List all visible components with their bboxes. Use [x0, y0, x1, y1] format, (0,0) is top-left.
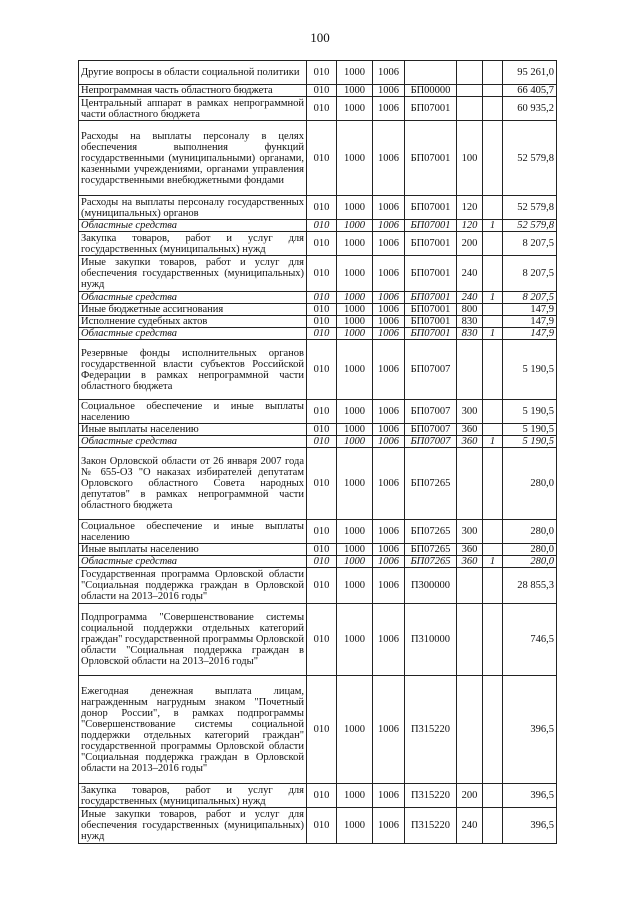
expense-type-code	[457, 568, 483, 604]
ministry-code: 010	[307, 304, 337, 316]
section-code: 1000	[337, 196, 373, 220]
section-code: 1000	[337, 256, 373, 292]
row-name: Расходы на выплаты персоналу в целях обеспечения выполнения функций государственными (муниципальными) органами, казенными учреждениями, органами управления государственными внебюджетными фондами	[79, 121, 307, 196]
table-row	[79, 808, 557, 844]
table-row	[79, 61, 557, 85]
expense-type-code: 120	[457, 220, 483, 232]
row-name: Непрограммная часть областного бюджета	[79, 85, 307, 97]
target-article-code: БП07001	[405, 220, 457, 232]
row-name: Областные средства	[79, 220, 307, 232]
target-article-code: БП07265	[405, 556, 457, 568]
source-code	[483, 61, 503, 85]
row-name: Закупка товаров, работ и услуг для государственных (муниципальных) нужд	[79, 232, 307, 256]
expense-type-code: 240	[457, 256, 483, 292]
target-article-code: БП07007	[405, 436, 457, 448]
ministry-code: 010	[307, 328, 337, 340]
expense-type-code: 800	[457, 304, 483, 316]
amount: 95 261,0	[503, 61, 557, 85]
amount: 5 190,5	[503, 436, 557, 448]
expense-type-code: 360	[457, 544, 483, 556]
section-code: 1000	[337, 556, 373, 568]
expense-type-code	[457, 676, 483, 784]
target-article-code: БП07001	[405, 196, 457, 220]
row-name: Другие вопросы в области социальной политики	[79, 61, 307, 85]
source-code	[483, 544, 503, 556]
expense-type-code	[457, 97, 483, 121]
table-row	[79, 520, 557, 544]
ministry-code: 010	[307, 808, 337, 844]
subsection-code: 1006	[373, 400, 405, 424]
amount: 8 207,5	[503, 256, 557, 292]
source-code	[483, 568, 503, 604]
ministry-code: 010	[307, 292, 337, 304]
amount: 52 579,8	[503, 121, 557, 196]
source-code	[483, 340, 503, 400]
amount: 8 207,5	[503, 232, 557, 256]
subsection-code: 1006	[373, 808, 405, 844]
source-code	[483, 784, 503, 808]
amount: 5 190,5	[503, 400, 557, 424]
row-name: Иные закупки товаров, работ и услуг для обеспечения государственных (муниципальных) нужд	[79, 256, 307, 292]
table-row	[79, 256, 557, 292]
target-article-code: БП07007	[405, 340, 457, 400]
row-name: Иные выплаты населению	[79, 424, 307, 436]
section-code: 1000	[337, 61, 373, 85]
expense-type-code	[457, 340, 483, 400]
expense-type-code	[457, 448, 483, 520]
expense-type-code: 100	[457, 121, 483, 196]
table-row	[79, 340, 557, 400]
row-name: Закон Орловской области от 26 января 2007 года № 655-ОЗ "О наказах избирателей депутатам Орловского областного Совета народных депутатов" в рамках непрограммной части областного бюджета	[79, 448, 307, 520]
source-code	[483, 676, 503, 784]
table-row	[79, 436, 557, 448]
ministry-code: 010	[307, 436, 337, 448]
row-name: Ежегодная денежная выплата лицам, награжденным нагрудным знаком "Почетный донор России", в рамках подпрограммы "Совершенствование системы социальной поддержки отдельных категорий граждан" государственной программы Орловской области "Социальная поддержка граждан в Орловской области на 2013–2016 годы"	[79, 676, 307, 784]
table-row	[79, 232, 557, 256]
row-name: Подпрограмма "Совершенствование системы социальной поддержки отдельных категорий граждан" государственной программы Орловской области "Социальная поддержка граждан в Орловской области на 2013–2016 годы"	[79, 604, 307, 676]
expense-type-code	[457, 61, 483, 85]
source-code	[483, 604, 503, 676]
table-row	[79, 292, 557, 304]
subsection-code: 1006	[373, 232, 405, 256]
table-body	[79, 61, 557, 844]
row-name: Социальное обеспечение и иные выплаты населению	[79, 400, 307, 424]
target-article-code: БП07001	[405, 232, 457, 256]
amount: 28 855,3	[503, 568, 557, 604]
ministry-code: 010	[307, 676, 337, 784]
section-code: 1000	[337, 448, 373, 520]
section-code: 1000	[337, 121, 373, 196]
subsection-code: 1006	[373, 256, 405, 292]
subsection-code: 1006	[373, 97, 405, 121]
expense-type-code: 120	[457, 196, 483, 220]
amount: 147,9	[503, 304, 557, 316]
row-name: Иные бюджетные ассигнования	[79, 304, 307, 316]
source-code: 1	[483, 436, 503, 448]
source-code: 1	[483, 556, 503, 568]
subsection-code: 1006	[373, 676, 405, 784]
source-code	[483, 304, 503, 316]
subsection-code: 1006	[373, 604, 405, 676]
subsection-code: 1006	[373, 121, 405, 196]
section-code: 1000	[337, 220, 373, 232]
row-name: Закупка товаров, работ и услуг для государственных (муниципальных) нужд	[79, 784, 307, 808]
row-name: Резервные фонды исполнительных органов государственной власти субъектов Российской Федерации в рамках непрограммной части областного бюджета	[79, 340, 307, 400]
table-row	[79, 316, 557, 328]
section-code: 1000	[337, 424, 373, 436]
ministry-code: 010	[307, 424, 337, 436]
target-article-code: БП07001	[405, 316, 457, 328]
section-code: 1000	[337, 97, 373, 121]
table-row	[79, 220, 557, 232]
section-code: 1000	[337, 604, 373, 676]
section-code: 1000	[337, 316, 373, 328]
page-number: 100	[310, 30, 330, 45]
expense-type-code: 360	[457, 556, 483, 568]
table-row	[79, 556, 557, 568]
amount: 280,0	[503, 556, 557, 568]
section-code: 1000	[337, 85, 373, 97]
budget-table	[78, 60, 557, 844]
section-code: 1000	[337, 292, 373, 304]
source-code	[483, 97, 503, 121]
subsection-code: 1006	[373, 556, 405, 568]
section-code: 1000	[337, 676, 373, 784]
subsection-code: 1006	[373, 304, 405, 316]
subsection-code: 1006	[373, 196, 405, 220]
ministry-code: 010	[307, 85, 337, 97]
ministry-code: 010	[307, 520, 337, 544]
amount: 147,9	[503, 328, 557, 340]
table-row	[79, 676, 557, 784]
subsection-code: 1006	[373, 784, 405, 808]
table-row	[79, 196, 557, 220]
ministry-code: 010	[307, 316, 337, 328]
expense-type-code	[457, 85, 483, 97]
ministry-code: 010	[307, 448, 337, 520]
table-row	[79, 424, 557, 436]
section-code: 1000	[337, 436, 373, 448]
target-article-code: П315220	[405, 784, 457, 808]
row-name: Иные выплаты населению	[79, 544, 307, 556]
row-name: Социальное обеспечение и иные выплаты населению	[79, 520, 307, 544]
section-code: 1000	[337, 544, 373, 556]
amount: 396,5	[503, 784, 557, 808]
source-code	[483, 196, 503, 220]
table-row	[79, 604, 557, 676]
expense-type-code: 830	[457, 316, 483, 328]
amount: 396,5	[503, 808, 557, 844]
expense-type-code: 300	[457, 400, 483, 424]
expense-type-code: 360	[457, 436, 483, 448]
source-code	[483, 808, 503, 844]
section-code: 1000	[337, 568, 373, 604]
table-row	[79, 85, 557, 97]
subsection-code: 1006	[373, 220, 405, 232]
ministry-code: 010	[307, 256, 337, 292]
subsection-code: 1006	[373, 316, 405, 328]
subsection-code: 1006	[373, 292, 405, 304]
ministry-code: 010	[307, 340, 337, 400]
row-name: Центральный аппарат в рамках непрограммной части областного бюджета	[79, 97, 307, 121]
ministry-code: 010	[307, 784, 337, 808]
source-code: 1	[483, 220, 503, 232]
amount: 280,0	[503, 448, 557, 520]
ministry-code: 010	[307, 400, 337, 424]
table-row	[79, 97, 557, 121]
target-article-code: БП07001	[405, 292, 457, 304]
ministry-code: 010	[307, 544, 337, 556]
target-article-code: БП07001	[405, 328, 457, 340]
source-code	[483, 424, 503, 436]
ministry-code: 010	[307, 121, 337, 196]
section-code: 1000	[337, 520, 373, 544]
target-article-code: П315220	[405, 676, 457, 784]
row-name: Государственная программа Орловской области "Социальная поддержка граждан в Орловской области на 2013–2016 годы"	[79, 568, 307, 604]
subsection-code: 1006	[373, 328, 405, 340]
target-article-code: БП07265	[405, 448, 457, 520]
source-code	[483, 400, 503, 424]
target-article-code: БП07265	[405, 520, 457, 544]
subsection-code: 1006	[373, 568, 405, 604]
source-code	[483, 520, 503, 544]
source-code: 1	[483, 328, 503, 340]
target-article-code	[405, 61, 457, 85]
expense-type-code: 300	[457, 520, 483, 544]
section-code: 1000	[337, 304, 373, 316]
subsection-code: 1006	[373, 436, 405, 448]
amount: 5 190,5	[503, 424, 557, 436]
ministry-code: 010	[307, 568, 337, 604]
section-code: 1000	[337, 340, 373, 400]
amount: 147,9	[503, 316, 557, 328]
table-row	[79, 304, 557, 316]
amount: 5 190,5	[503, 340, 557, 400]
target-article-code: БП00000	[405, 85, 457, 97]
row-name: Областные средства	[79, 436, 307, 448]
subsection-code: 1006	[373, 544, 405, 556]
source-code	[483, 256, 503, 292]
source-code: 1	[483, 292, 503, 304]
amount: 280,0	[503, 520, 557, 544]
ministry-code: 010	[307, 61, 337, 85]
target-article-code: П315220	[405, 808, 457, 844]
amount: 746,5	[503, 604, 557, 676]
expense-type-code: 200	[457, 232, 483, 256]
row-name: Областные средства	[79, 292, 307, 304]
expense-type-code: 360	[457, 424, 483, 436]
table-row	[79, 448, 557, 520]
subsection-code: 1006	[373, 448, 405, 520]
source-code	[483, 85, 503, 97]
row-name: Областные средства	[79, 328, 307, 340]
amount: 8 207,5	[503, 292, 557, 304]
target-article-code: П300000	[405, 568, 457, 604]
section-code: 1000	[337, 328, 373, 340]
target-article-code: БП07001	[405, 304, 457, 316]
subsection-code: 1006	[373, 340, 405, 400]
section-code: 1000	[337, 784, 373, 808]
ministry-code: 010	[307, 604, 337, 676]
ministry-code: 010	[307, 232, 337, 256]
expense-type-code: 240	[457, 292, 483, 304]
amount: 60 935,2	[503, 97, 557, 121]
amount: 52 579,8	[503, 220, 557, 232]
amount: 52 579,8	[503, 196, 557, 220]
source-code	[483, 316, 503, 328]
target-article-code: БП07001	[405, 97, 457, 121]
row-name: Расходы на выплаты персоналу государственных (муниципальных) органов	[79, 196, 307, 220]
target-article-code: БП07001	[405, 121, 457, 196]
amount: 280,0	[503, 544, 557, 556]
row-name: Иные закупки товаров, работ и услуг для обеспечения государственных (муниципальных) нужд	[79, 808, 307, 844]
source-code	[483, 448, 503, 520]
section-code: 1000	[337, 808, 373, 844]
ministry-code: 010	[307, 196, 337, 220]
source-code	[483, 232, 503, 256]
target-article-code: БП07007	[405, 400, 457, 424]
target-article-code: БП07265	[405, 544, 457, 556]
table-row	[79, 544, 557, 556]
subsection-code: 1006	[373, 61, 405, 85]
expense-type-code: 830	[457, 328, 483, 340]
row-name: Областные средства	[79, 556, 307, 568]
ministry-code: 010	[307, 220, 337, 232]
section-code: 1000	[337, 400, 373, 424]
table-row	[79, 400, 557, 424]
target-article-code: БП07007	[405, 424, 457, 436]
amount: 396,5	[503, 676, 557, 784]
expense-type-code: 200	[457, 784, 483, 808]
ministry-code: 010	[307, 97, 337, 121]
expense-type-code	[457, 604, 483, 676]
section-code: 1000	[337, 232, 373, 256]
target-article-code: БП07001	[405, 256, 457, 292]
row-name: Исполнение судебных актов	[79, 316, 307, 328]
table-row	[79, 121, 557, 196]
expense-type-code: 240	[457, 808, 483, 844]
table-row	[79, 784, 557, 808]
subsection-code: 1006	[373, 85, 405, 97]
subsection-code: 1006	[373, 520, 405, 544]
ministry-code: 010	[307, 556, 337, 568]
target-article-code: П310000	[405, 604, 457, 676]
table-row	[79, 328, 557, 340]
table-row	[79, 568, 557, 604]
subsection-code: 1006	[373, 424, 405, 436]
source-code	[483, 121, 503, 196]
amount: 66 405,7	[503, 85, 557, 97]
